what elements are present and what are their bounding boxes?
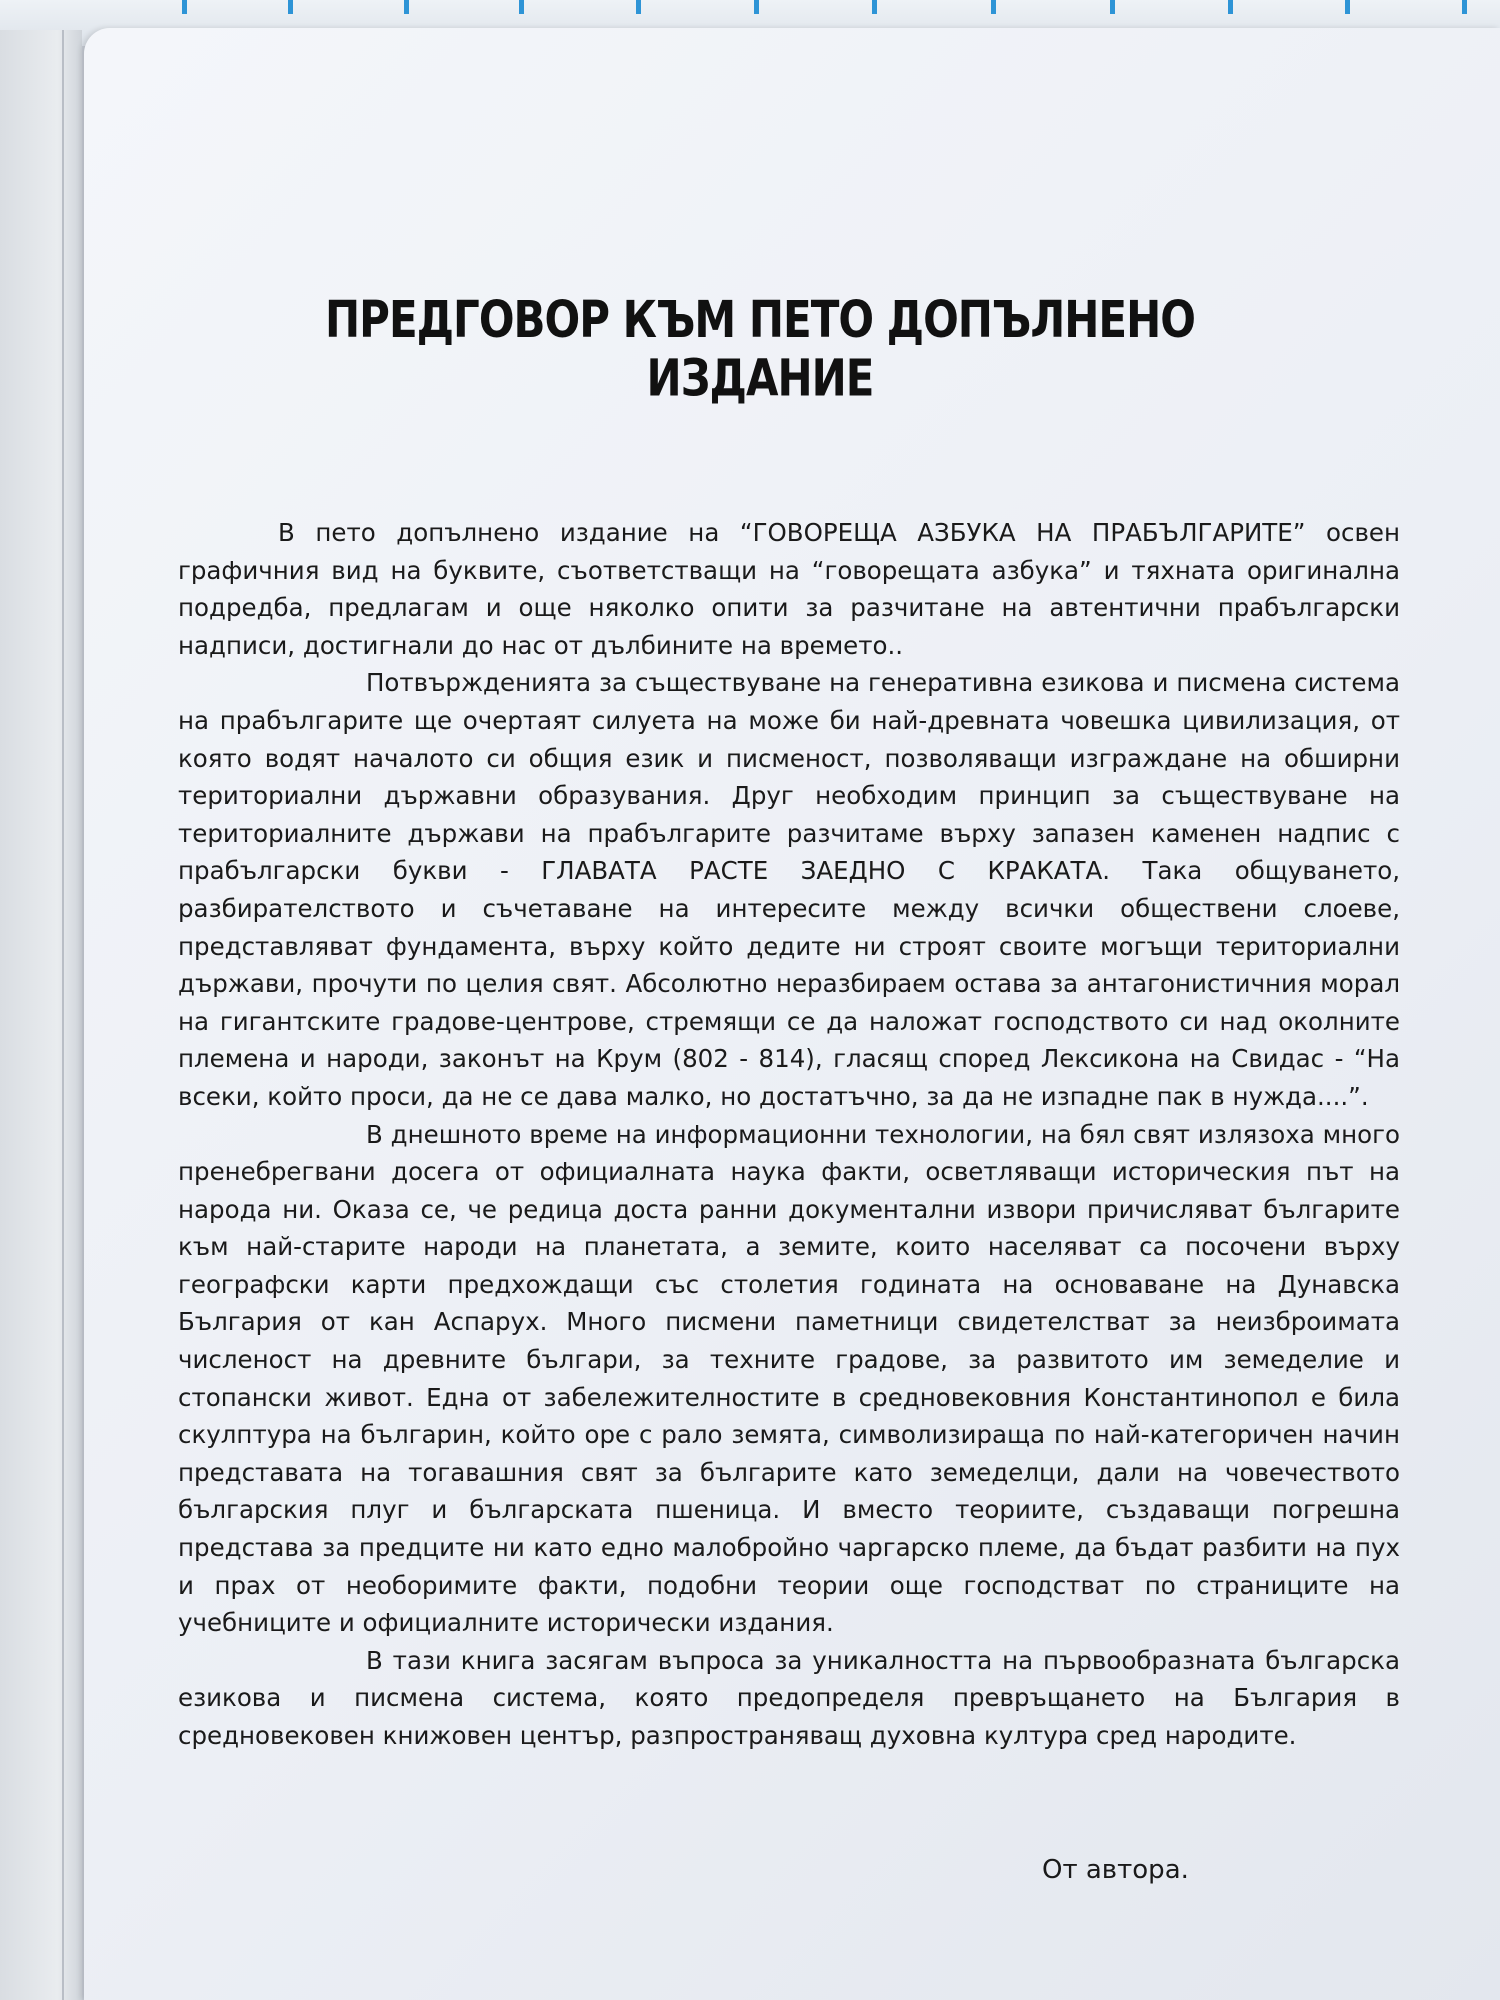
binder-tick — [1345, 0, 1350, 14]
page-title: ПРЕДГОВОР КЪМ ПЕТО ДОПЪЛНЕНО ИЗДАНИЕ — [325, 290, 1195, 408]
binder-tick — [1462, 0, 1467, 14]
binder-tick — [636, 0, 641, 14]
author-signature: От автора. — [1042, 1855, 1189, 1885]
paragraph-1: В пето допълнено издание на “ГОВОРЕЩА АЗБУКА НА ПРАБЪЛГАРИТЕ” освен графичния вид на буквите, съответстващи на “говорещата азбука” и тяхната оригинална подредба, предлагам и още няколко опити за разчитане на автентични прабългарски надписи, достигнали до нас от дълбините на времето.. — [178, 518, 1400, 660]
binder-tick — [1110, 0, 1115, 14]
paragraph-2: Потвържденията за съществуване на генеративна езикова и писмена система на прабългарите ще очертаят силуета на може би най-древната човешка цивилизация, от която водят началото си общия език и писменост, позволяващи изграждане на обширни териториални държавни образувания. Друг необходим принцип за съществуване на териториалните държави на прабългарите разчитаме върху запазен каменен надпис с прабългарски букви - ГЛАВАТА РАСТЕ ЗАЕДНО С КРАКАТА. Така общуването, разбирателството и съчетаване на интересите между всички обществени слоеве, представляват фундамента, върху който дедите ни строят своите могъщи териториални държави, прочути по целия свят. Абсолютно неразбираем остава за антагонистичния морал на гигантските градове-центрове, стремящи се да наложат господството си над околните племена и народи, законът на Крум (802 - 814), гласящ според Лексикона на Свидас - “На всеки, който проси, да не се дава малко, но достатъчно, за да не изпадне пак в нужда....”. — [178, 668, 1400, 1111]
binder-tick — [182, 0, 187, 14]
binder-tick — [872, 0, 877, 14]
binder-tick — [519, 0, 524, 14]
binder-tick — [288, 0, 293, 14]
preface-body — [178, 514, 1400, 1755]
book-spine-edge — [0, 30, 82, 2000]
paragraph-4: В тази книга засягам въпроса за уникалността на първообразната българска езикова и писмена система, която предопределя превръщането на България в средновековен книжовен център, разпространяващ духовна култура сред народите. — [178, 1645, 1400, 1750]
binder-tick — [404, 0, 409, 14]
paragraph-3: В днешното време на информационни технологии, на бял свят излязоха много пренебрегвани досега от официалната наука факти, осветляващи историческия път на народа ни. Оказа се, че редица доста ранни документални извори причисляват българите към най-старите народи на планетата, а земите, които населяват са посочени върху географски карти предхождащи със столетия годината на основаване на Дунавска България от кан Аспарух. Много писмени паметници свидетелстват за неизброимата численост на древните българи, за техните градове, за развитото им земеделие и стопански живот. Една от забележителностите в средновековния Константинопол е била скулптура на българин, който оре с рало земята, символизираща по най-категоричен начин представата на тогавашния свят за българите като земеделци, дали на човечеството българския плуг и българската пшеница. И вместо теориите, създаващи погрешна представа за предците ни като едно малобройно чаргарско племе, да бъдат разбити на пух и прах от необоримите факти, подобни теории още господстват по страниците на учебниците и официалните исторически издания. — [178, 1119, 1400, 1638]
binder-tick — [754, 0, 759, 14]
binder-tick — [1228, 0, 1233, 14]
binder-tick — [991, 0, 996, 14]
spine-shadow-line — [62, 30, 64, 2000]
